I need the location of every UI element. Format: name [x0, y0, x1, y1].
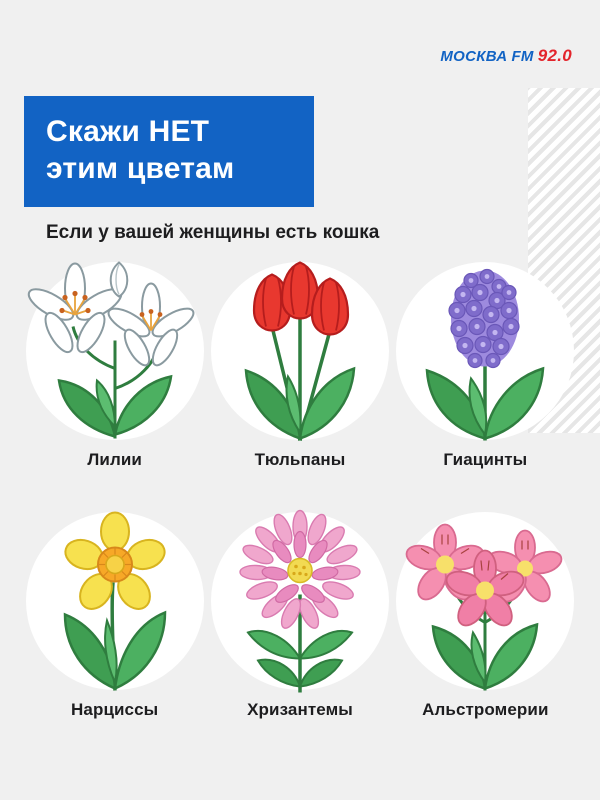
- flower-caption: Гиацинты: [443, 450, 528, 469]
- brand-name-part2: FM: [511, 47, 534, 65]
- daffodil-icon: [15, 499, 215, 704]
- flower-cell-alstroemeria: [393, 512, 578, 762]
- flower-cell-daffodil: [22, 512, 207, 762]
- flower-caption: Тюльпаны: [254, 450, 346, 469]
- flower-cell-hyacinth: [393, 262, 578, 512]
- flower-caption: Альстромерии: [422, 700, 549, 719]
- flower-illustration-disc: [211, 512, 389, 690]
- hyacinth-icon: [385, 249, 585, 454]
- chrysanthemum-icon: [200, 499, 400, 704]
- flower-illustration-disc: [26, 262, 204, 440]
- flower-caption: Хризантемы: [247, 700, 353, 719]
- title-banner: [24, 96, 314, 207]
- bottom-spacer: [0, 766, 600, 800]
- subtitle: Если у вашей женщины есть кошка: [46, 222, 380, 243]
- brand-name-part1: МОСКВА: [440, 47, 508, 65]
- tulip-icon: [200, 249, 400, 454]
- flower-cell-chrysanthemum: [207, 512, 392, 762]
- flower-illustration-disc: [211, 262, 389, 440]
- title-line-1: Скажи НЕТ: [46, 115, 210, 148]
- flower-caption: Нарциссы: [71, 700, 159, 719]
- flower-illustration-disc: [26, 512, 204, 690]
- brand-frequency: 92.0: [537, 46, 572, 65]
- flower-grid: [22, 262, 578, 762]
- flower-cell-tulip: [207, 262, 392, 512]
- flower-cell-lily: [22, 262, 207, 512]
- brand-logo: [440, 46, 572, 66]
- title-line-2: этим цветам: [46, 151, 235, 185]
- flower-illustration-disc: [396, 262, 574, 440]
- flower-illustration-disc: [396, 512, 574, 690]
- lily-icon: [15, 249, 215, 454]
- flower-caption: Лилии: [87, 450, 142, 469]
- alstroemeria-icon: [385, 499, 585, 704]
